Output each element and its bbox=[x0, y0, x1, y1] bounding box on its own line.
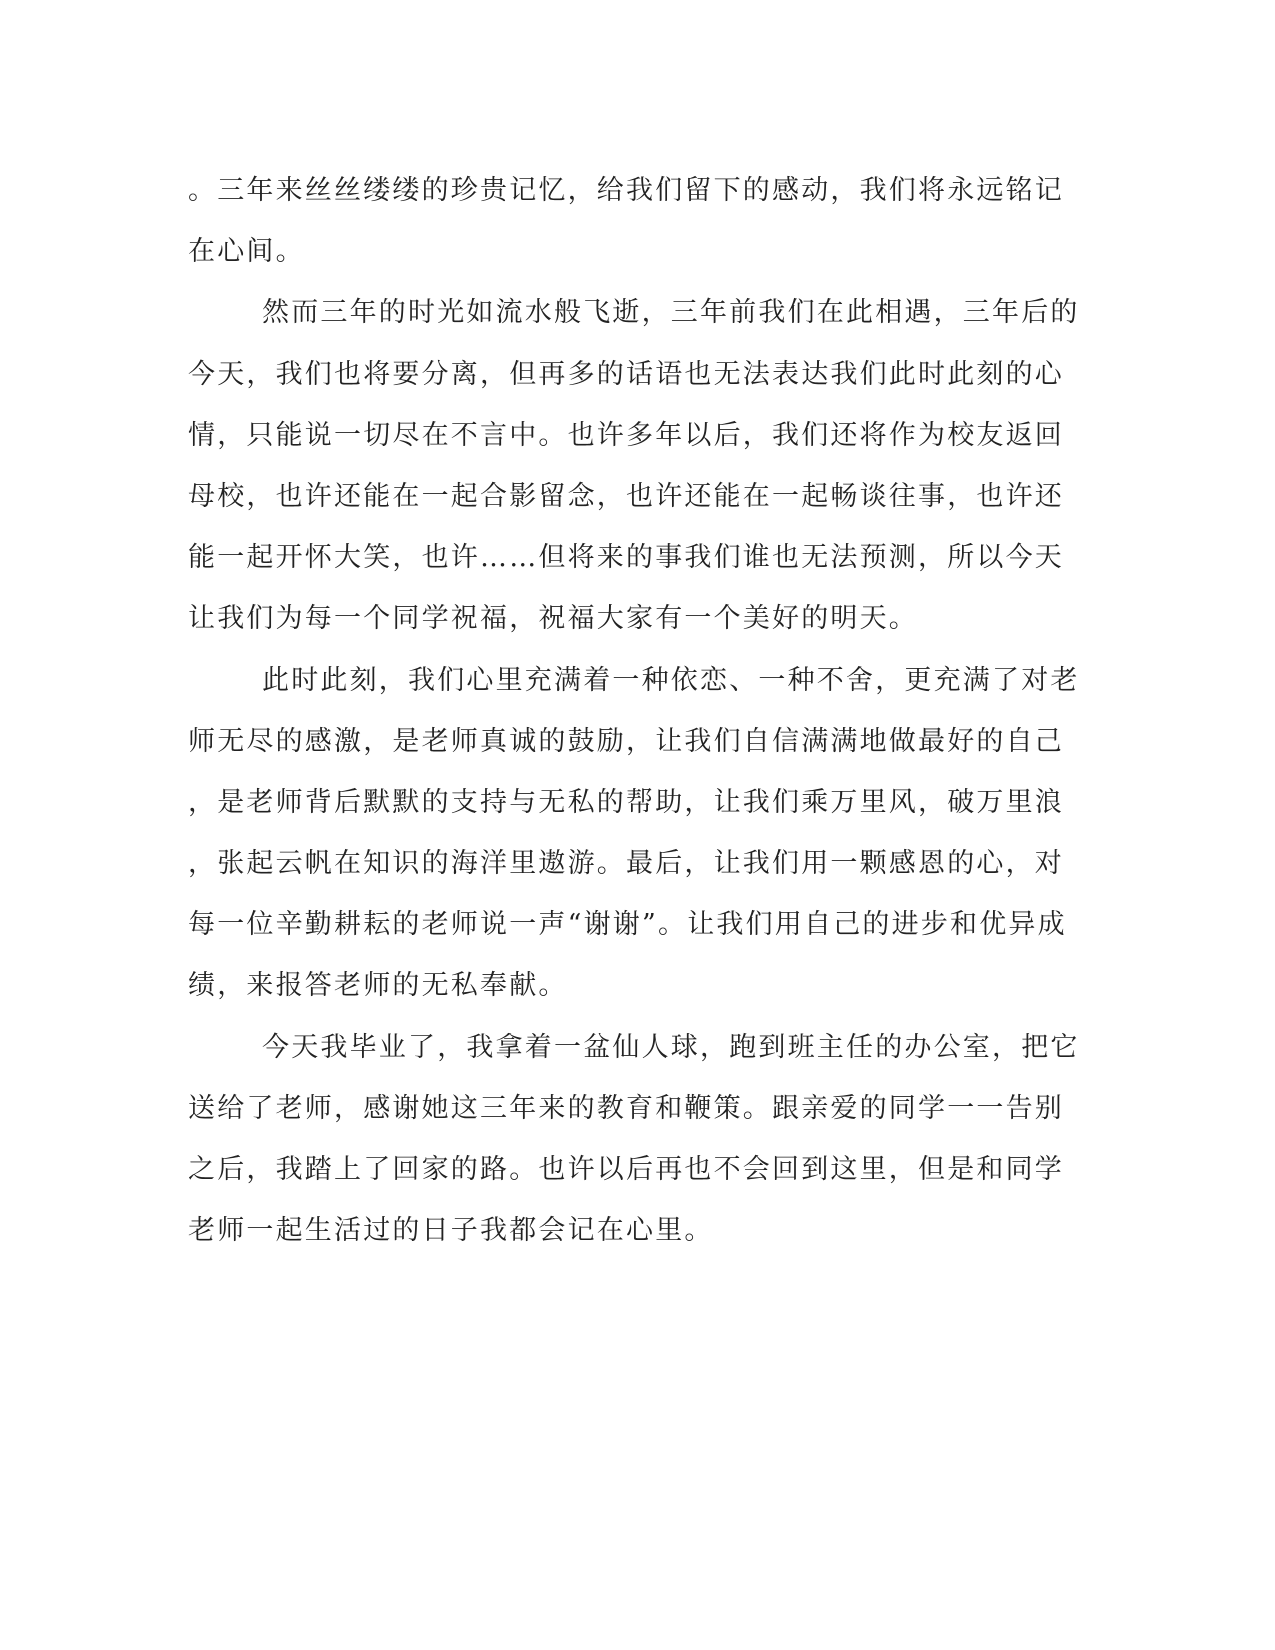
paragraph-1 bbox=[188, 160, 1070, 282]
text-line: 母校，也许还能在一起合影留念，也许还能在一起畅谈往事，也许还 bbox=[188, 480, 1064, 512]
text-line-content: 然而三年的时光如流水般飞逝，三年前我们在此相遇，三年后的 bbox=[262, 297, 1080, 329]
text-line: 今天，我们也将要分离，但再多的话语也无法表达我们此时此刻的心 bbox=[188, 358, 1064, 390]
text-line: 老师一起生活过的日子我都会记在心里。 bbox=[188, 1215, 714, 1247]
text-line-content: 此时此刻，我们心里充满着一种依恋、一种不舍，更充满了对老 bbox=[262, 664, 1080, 696]
text-line: 能一起开怀大笑，也许……但将来的事我们谁也无法预测，所以今天 bbox=[188, 542, 1064, 574]
text-line: 绩，来报答老师的无私奉献。 bbox=[188, 970, 568, 1002]
paragraph-2 bbox=[188, 282, 1080, 649]
text-line: 每一位辛勤耕耘的老师说一声“谢谢”。让我们用自己的进步和优异成 bbox=[188, 909, 1067, 941]
text-line: 送给了老师，感谢她这三年来的教育和鞭策。跟亲爱的同学一一告别 bbox=[188, 1092, 1064, 1124]
document-body bbox=[188, 160, 1080, 1261]
text-line: ，张起云帆在知识的海洋里遨游。最后，让我们用一颗感恩的心，对 bbox=[188, 848, 1064, 880]
text-line bbox=[188, 650, 1080, 711]
text-line bbox=[188, 282, 1080, 343]
text-line: 师无尽的感激，是老师真诚的鼓励，让我们自信满满地做最好的自己 bbox=[188, 725, 1064, 757]
text-line: 在心间。 bbox=[188, 236, 305, 268]
paragraph-4 bbox=[188, 1017, 1080, 1262]
text-line: ，是老师背后默默的支持与无私的帮助，让我们乘万里风，破万里浪 bbox=[188, 786, 1064, 818]
text-line: 之后，我踏上了回家的路。也许以后再也不会回到这里，但是和同学 bbox=[188, 1154, 1064, 1185]
text-line bbox=[188, 1017, 1080, 1078]
text-line-content: 今天我毕业了，我拿着一盆仙人球，跑到班主任的办公室，把它 bbox=[262, 1031, 1080, 1063]
text-line: 情，只能说一切尽在不言中。也许多年以后，我们还将作为校友返回 bbox=[188, 419, 1064, 451]
text-line: 让我们为每一个同学祝福，祝福大家有一个美好的明天。 bbox=[188, 603, 918, 635]
paragraph-3 bbox=[188, 650, 1080, 1017]
text-line: 。三年来丝丝缕缕的珍贵记忆，给我们留下的感动，我们将永远铭记 bbox=[188, 175, 1064, 206]
